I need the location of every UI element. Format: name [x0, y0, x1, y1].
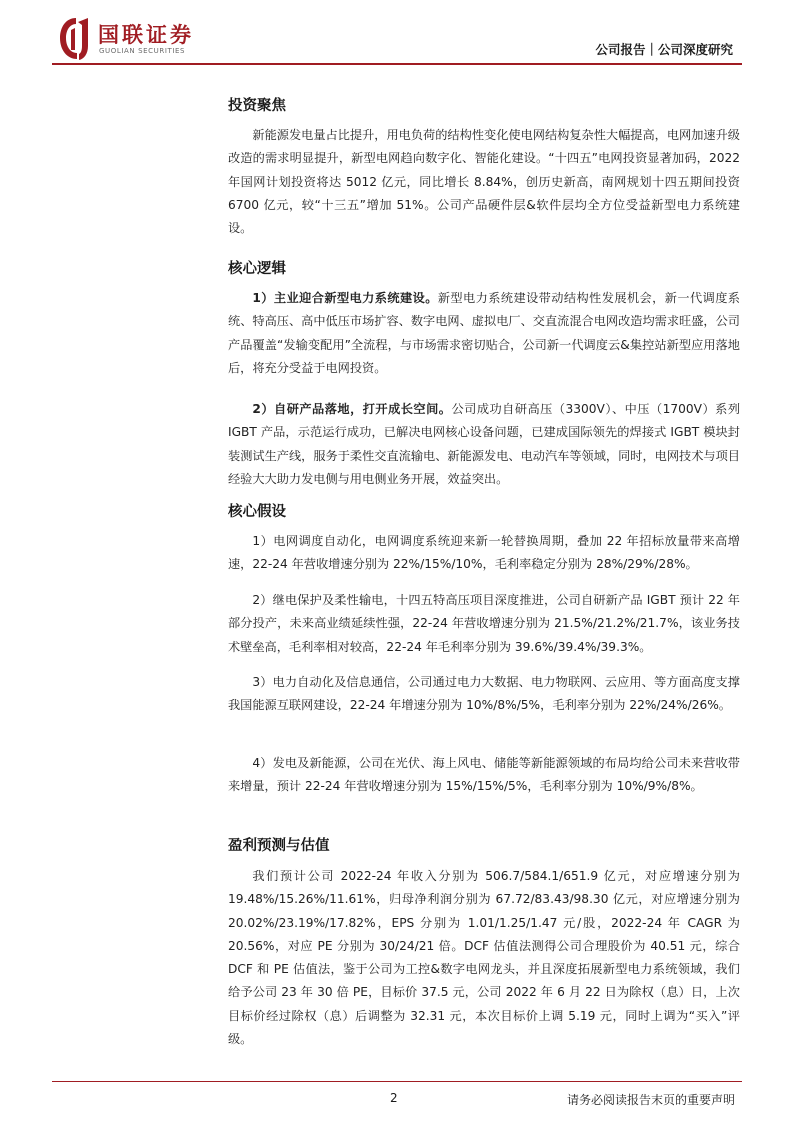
guolian-logo	[58, 16, 208, 62]
assumption-paragraph-1: 1）电网调度自动化，电网调度系统迎来新一轮替换周期，叠加 22 年招标放量带来高增速，22-24 年营收增速分别为 22%/15%/10%，毛利率稳定分别为 28%/29%/28%。	[228, 534, 740, 572]
logo-mark-icon	[58, 16, 94, 62]
core-logic-point-1-heading: 1）主业迎合新型电力系统建设。	[252, 291, 438, 305]
header-divider	[52, 63, 742, 65]
footer-divider	[52, 1081, 742, 1082]
earnings-valuation-paragraph: 我们预计公司 2022-24 年收入分别为 506.7/584.1/651.9 亿元，对应增速分别为 19.48%/15.26%/11.61%，归母净利润分别为 67.72/83.43/98.30 亿元，对应增速分别为 20.02%/23.19%/17.82%，EPS 分别为 1.01/1.25/1.47 元/股，2022-24 年 CAGR 为 20.56%，对应 PE 分别为 30/24/21 倍。DCF 估值法测得公司合理股价为 40.51 元，综合 DCF 和 PE 估值法，鉴于公司为工控&数字电网龙头，并且深度拓展新型电力系统领域，我们给予公司 23 年 30 倍 PE，目标价 37.5 元，公司 2022 年 6 月 22 日为除权（息）日，上次目标价经过除权（息）后调整为 32.31 元，本次目标价上调 5.19 元，同时上调为“买入”评级。	[228, 869, 740, 1047]
assumption-paragraph-4: 4）发电及新能源，公司在光伏、海上风电、储能等新能源领域的布局均给公司未来营收带来增量，预计 22-24 年营收增速分别为 15%/15%/5%，毛利率分别为 10%/9%/8%。	[228, 756, 740, 794]
report-type-label: 公司报告｜公司深度研究	[595, 42, 733, 57]
core-logic-paragraph-2	[228, 398, 740, 491]
section-title-core-logic: 核心逻辑	[228, 261, 286, 277]
disclaimer-note: 请务必阅读报告末页的重要声明	[566, 1093, 735, 1107]
core-logic-point-1-body: 新型电力系统建设带动结构性发展机会，新一代调度系统、特高压、高中低压市场扩容、数字电网、虚拟电厂、交直流混合电网改造均需求旺盛，公司产品覆盖“发输变配用”全流程，与市场需求密切贴合，公司新一代调度云&集控站新型应用落地后，将充分受益于电网投资。	[228, 291, 740, 375]
core-logic-point-2-heading: 2）自研产品落地，打开成长空间。	[252, 402, 452, 416]
section-title-core-assumptions: 核心假设	[228, 504, 286, 520]
assumption-paragraph-2: 2）继电保护及柔性输电，十四五特高压项目深度推进，公司自研新产品 IGBT 预计 22 年部分投产，未来高业绩延续性强，22-24 年营收增速分别为 21.5%/21.2%/21.7%，该业务技术壁垒高，毛利率相对较高，22-24 年毛利率分别为 39.6%/39.4%/39.3%。	[228, 593, 740, 654]
section-title-earnings-valuation: 盈利预测与估值	[228, 838, 330, 854]
page-number: 2	[390, 1091, 398, 1105]
investment-focus-paragraph: 新能源发电量占比提升，用电负荷的结构性变化使电网结构复杂性大幅提高，电网加速升级改造的需求明显提升，新型电网趋向数字化、智能化建设。“十四五”电网投资显著加码，2022 年国网计划投资将达 5012 亿元，同比增长 8.84%，创历史新高，南网规划十四五期间投资 6700 亿元，较“十三五”增加 51%。公司产品硬件层&软件层均全方位受益新型电力系统建设。	[228, 128, 740, 236]
section-title-investment-focus: 投资聚焦	[228, 98, 286, 114]
assumption-paragraph-3: 3）电力自动化及信息通信，公司通过电力大数据、电力物联网、云应用、等方面高度支撑我国能源互联网建设，22-24 年增速分别为 10%/8%/5%，毛利率分别为 22%/24%/26%。	[228, 675, 740, 713]
core-logic-point-2-body: 公司成功自研高压（3300V）、中压（1700V）系列 IGBT 产品，示范运行成功，已解决电网核心设备问题，已建成国际领先的焊接式 IGBT 模块封装测试生产线，服务于柔性交直流输电、新能源发电、电动汽车等领域，同时，电网技术与项目经验大大助力发电侧与用电侧业务开展，效益突出。	[228, 402, 741, 486]
logo-english-name: GUOLIAN SECURITIES	[99, 47, 186, 55]
logo-chinese-name: 国联证券	[98, 23, 194, 47]
core-logic-paragraph-1	[228, 287, 740, 380]
page-header	[0, 0, 793, 70]
